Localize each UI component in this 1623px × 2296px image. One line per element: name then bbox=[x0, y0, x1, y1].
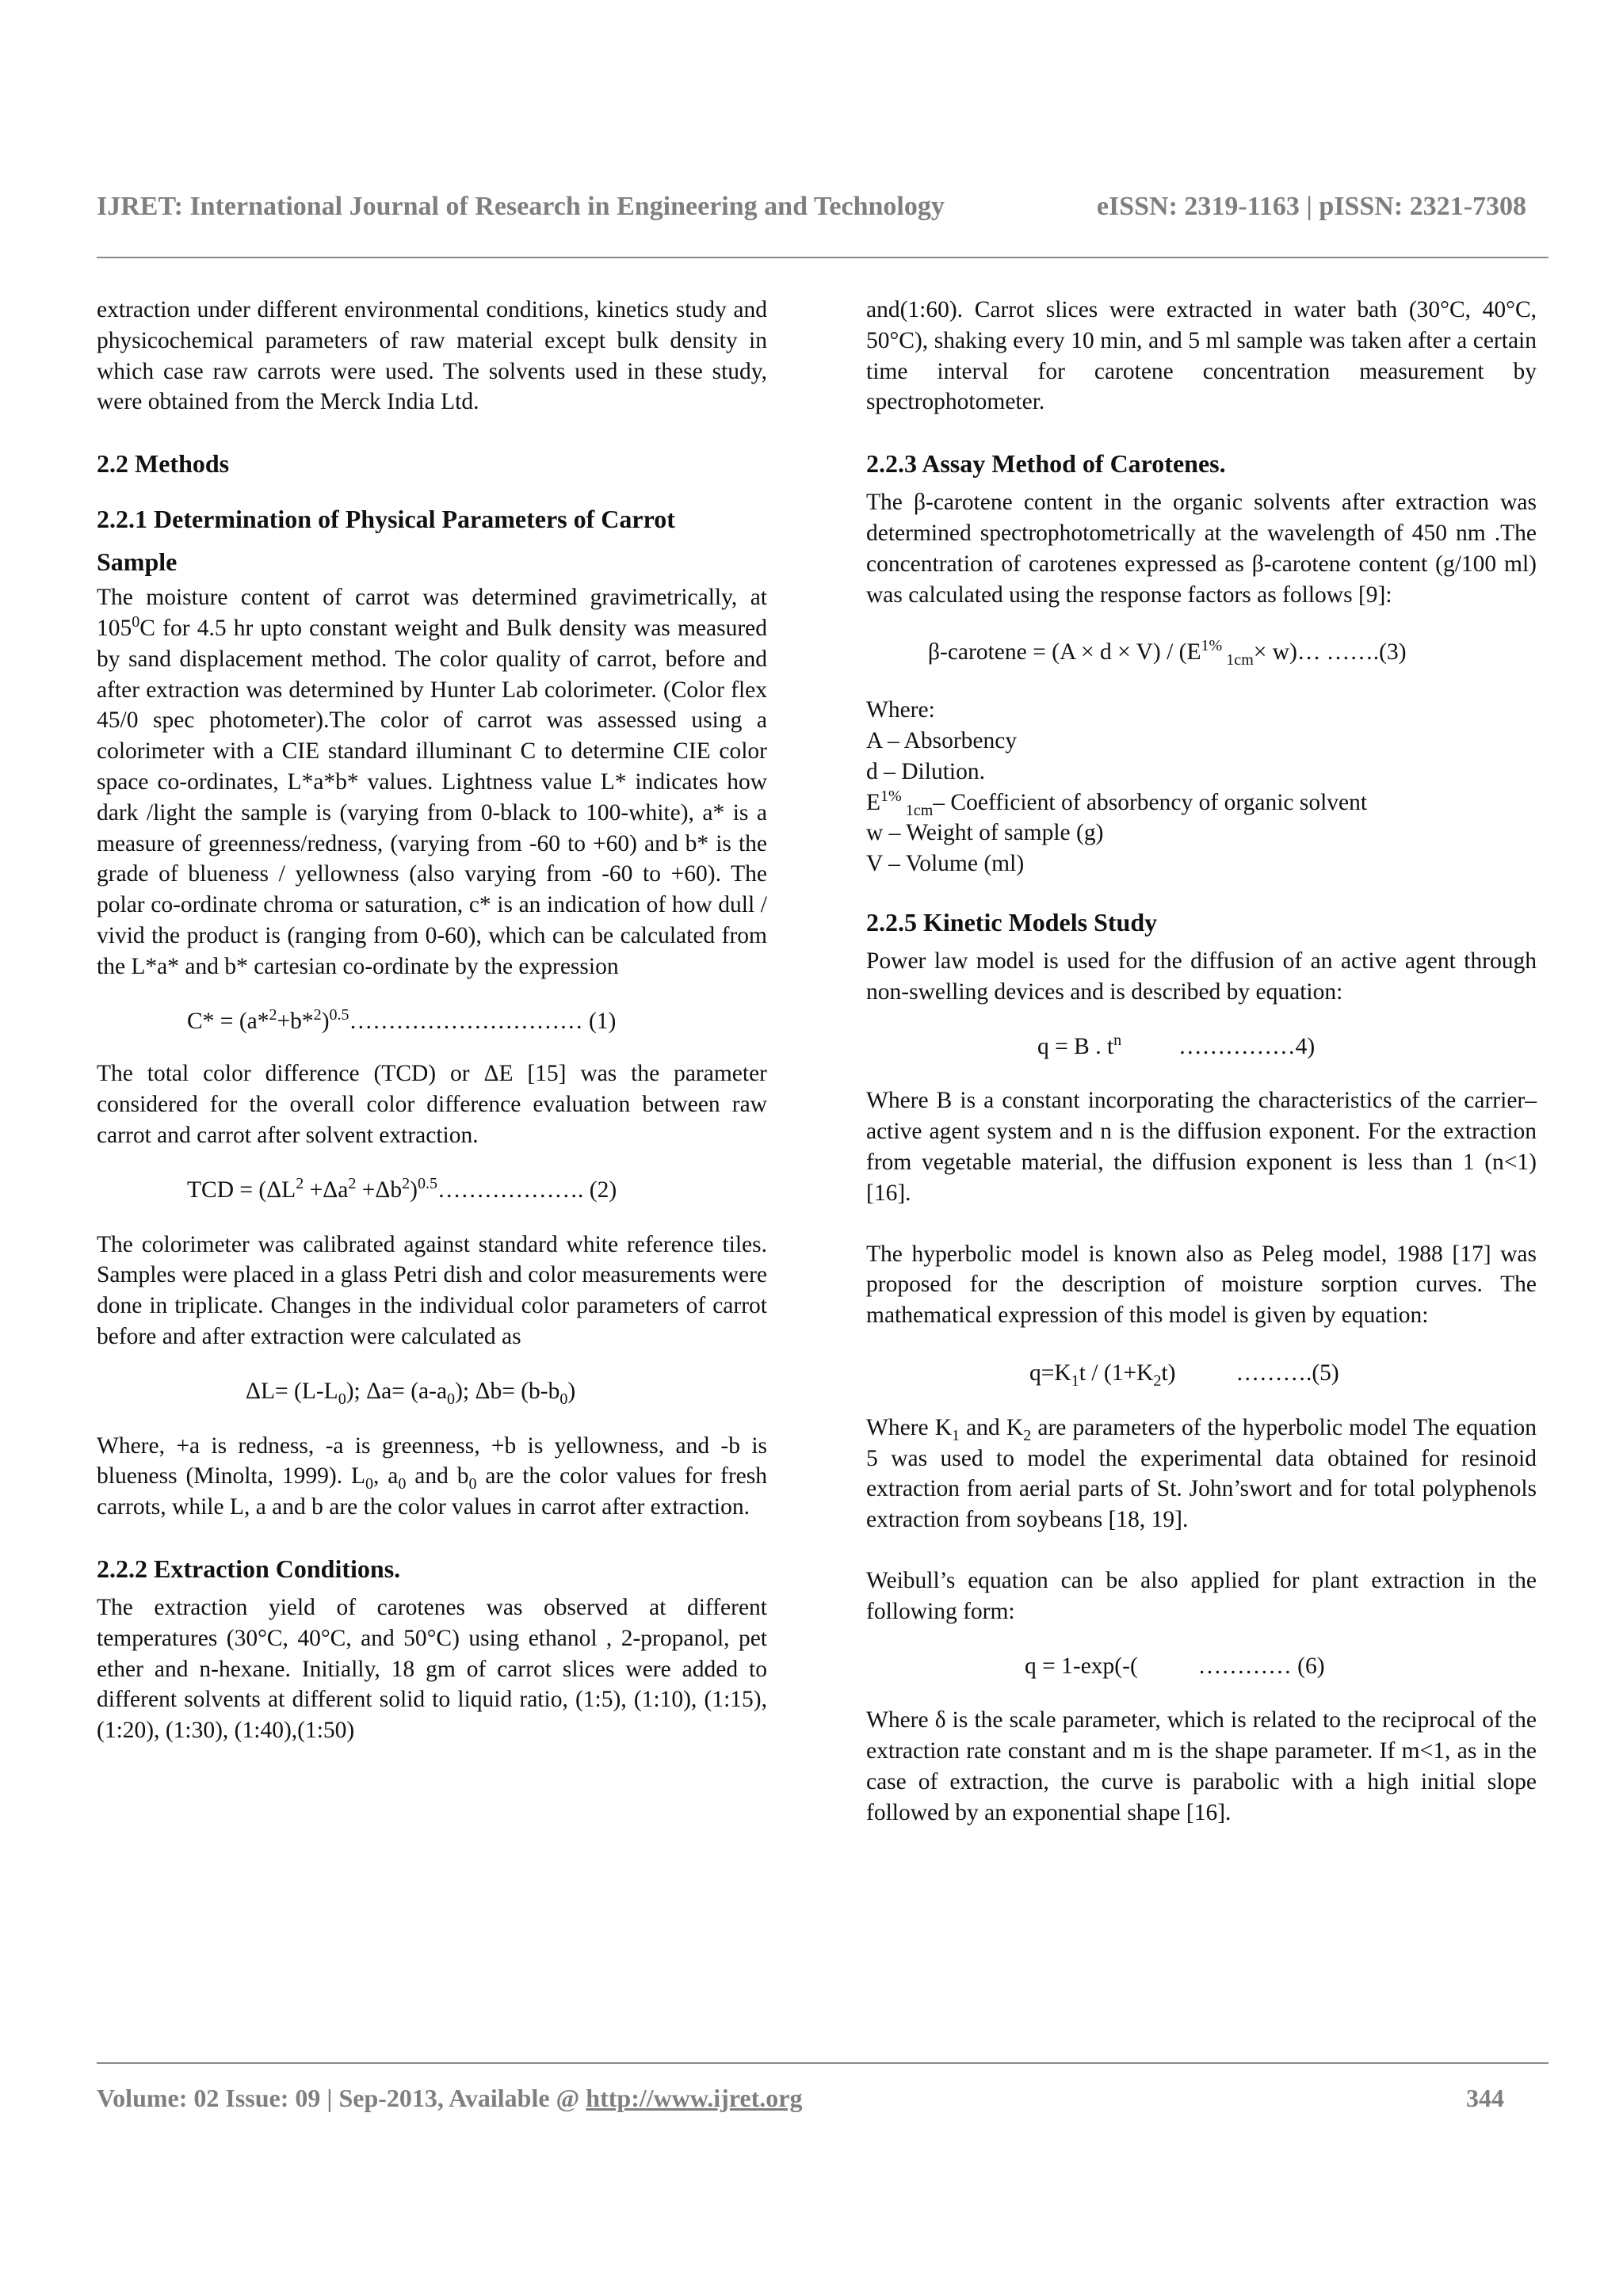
running-header bbox=[97, 192, 1526, 222]
page-number: 344 bbox=[1466, 2084, 1504, 2112]
tcd-paragraph: The total color difference (TCD) or ΔE [15] was the parameter considered for the overall color difference evaluation between raw carrot and carrot after solvent extraction. bbox=[97, 1061, 767, 1148]
delta-paragraph: Where δ is the scale parameter, which is related to the reciprocal of the extraction rate constant and m is the shape parameter. If m<1, as in the case of extraction, the curve is parabolic with a high initial slope followed by an exponential shape [16]. bbox=[866, 1707, 1537, 1825]
where-b-paragraph: Where B is a constant incorporating the characteristics of the carrier–active agent system and n is the diffusion exponent. For the extraction from vegetable material, the diffusion exponent is less than 1 (n<1) [16]. bbox=[866, 1088, 1537, 1206]
where-title: Where: bbox=[866, 697, 935, 723]
journal-url-link[interactable]: http://www.ijret.org bbox=[586, 2084, 803, 2112]
where-absorbency: A – Absorbency bbox=[866, 727, 1018, 753]
power-law-paragraph: Power law model is used for the diffusion of an active agent through non-swelling devices and is described by equation: bbox=[866, 948, 1537, 1005]
running-footer bbox=[97, 2084, 1504, 2113]
heading-221-line1: 2.2.1 Determination of Physical Parameters of Carrot bbox=[97, 505, 675, 534]
where-paragraph: Where, +a is redness, -a is greenness, +b is yellowness, and -b is blueness (Minolta, 1999). $L_0$, $a_0$ and $b_0$ are the color values for fresh carrots, while L, a and b are the color values in carrot after extraction. bbox=[97, 1432, 768, 1520]
calibration-paragraph: The colorimeter was calibrated against standard white reference tiles. Samples were placed in a glass Petri dish and color measurements were done in triplicate. Changes in the individual color parameters of carrot before and after extraction were calculated as bbox=[97, 1231, 767, 1349]
equation-1: $C* = (a*^2+b*^2)^{0.5}\dots\dots\dots\dots\dots\dots\dots\dots\dots\dots$ (1) bbox=[187, 1005, 617, 1034]
left-column bbox=[97, 295, 767, 1746]
where-volume: V – Volume (ml) bbox=[866, 851, 1025, 877]
where-coefficient: $E^{1\%}$ $_{1cm}$– Coefficient of absorbency of organic solvent bbox=[866, 787, 1368, 819]
equation-2: TCD = ($\Delta L^2 +\Delta a^2$ $+\Delta b^2)^{0.5}\dots\dots\dots\dots\dots\dots$. (2) bbox=[187, 1174, 617, 1203]
assay-paragraph: The β-carotene content in the organic solvents after extraction was determined spectrophotometrically at the wavelength of 450 nm .The concentration of carotenes expressed as β-carotene content (g/100 ml) was calculated using the response factors as follows [9]: bbox=[866, 490, 1537, 608]
continuation-paragraph: and(1:60). Carrot slices were extracted in water bath (30°C, 40°C, 50°C), shaking every 10 min, and 5 ml sample was taken after a certain time interval for carotene concentration measurement by spectrophotometer. bbox=[866, 297, 1537, 415]
equation-3: β-carotene = $(A \times d \times V) / (E^{1\%}$ $_{1cm}$× w)… …….(3) bbox=[928, 637, 1407, 669]
hyperbolic-paragraph: The hyperbolic model is known also as Peleg model, 1988 [17] was proposed for the description of moisture sorption curves. The mathematical expression of this model is given by equation: bbox=[866, 1241, 1537, 1329]
weibull-paragraph: Weibull’s equation can be also applied for plant extraction in the following form: bbox=[866, 1567, 1537, 1624]
where-weight: w – Weight of sample (g) bbox=[866, 820, 1104, 846]
extraction-paragraph: The extraction yield of carotenes was observed at different temperatures (30°C, 40°C, and 50°C) using ethanol , 2-propanol, pet ether and n-hexane. Initially, 18 gm of carrot slices were added to different solvents at different solid to liquid ratio, (1:5), (1:10), (1:15), (1:20), (1:30), (1:40),(1:50) bbox=[97, 1594, 767, 1744]
where-dilution: d – Dilution. bbox=[866, 758, 985, 784]
where-list bbox=[866, 695, 1537, 879]
volume-info: Volume: 02 Issue: 09 | Sep-2013, Available @ http://www.ijret.org bbox=[97, 2084, 803, 2112]
journal-title: IJRET: International Journal of Research in Engineering and Technology bbox=[97, 192, 945, 221]
where-k-paragraph: Where $K_1$ and $K_2$ are parameters of the hyperbolic model The equation 5 was used to model the experimental data obtained for resinoid extraction from aerial parts of St. John’swort and for total polyphenols extraction from soybeans [18, 19]. bbox=[866, 1414, 1537, 1533]
issn: eISSN: 2319-1163 | pISSN: 2321-7308 bbox=[1096, 192, 1526, 221]
equation-5: $q=K_1t / (1+K_2t)$ ……….(5) bbox=[1029, 1360, 1339, 1390]
footer-rule bbox=[97, 2062, 1549, 2064]
header-rule bbox=[97, 257, 1549, 258]
right-column bbox=[866, 295, 1537, 1828]
moisture-paragraph: The moisture content of carrot was determined gravimetrically, at $105^0C$ for 4.5 hr upto constant weight and Bulk density was measured by sand displacement method. The color quality of carrot, before and after extraction was determined by Hunter Lab colorimeter. (Color flex 45/0 spec photometer).The color of carrot was assessed using a colorimeter with a CIE standard illuminant C to determine CIE color space co-ordinates, L*a*b* values. Lightness value L* indicates how dark /light the sample is (varying from 0-black to 100-white), a* is a measure of greenness/redness, (varying from -60 to +60) and b* is the grade of blueness / yellowness (also varying from -60 to +60). The polar co-ordinate chroma or saturation, c* is an indication of how dull / vivid the product is (ranging from 0-60), which can be calculated from the L*a* and b* cartesian co-ordinate by the expression bbox=[97, 585, 767, 979]
equation-delta: $\Delta L= (L-L_0)$; $\Delta a= (a-a_0)$; $\Delta b= (b-b_0)$ bbox=[246, 1378, 576, 1408]
heading-methods: 2.2 Methods bbox=[97, 449, 230, 479]
equation-6: q = 1-exp(-( ………… (6) bbox=[1025, 1653, 1325, 1679]
heading-223: 2.2.3 Assay Method of Carotenes. bbox=[866, 449, 1226, 479]
heading-222: 2.2.2 Extraction Conditions. bbox=[97, 1554, 401, 1583]
heading-221-line2: Sample bbox=[97, 547, 178, 577]
equation-4: q = B . $t^n$ ……………4) bbox=[1037, 1031, 1316, 1059]
heading-225: 2.2.5 Kinetic Models Study bbox=[866, 907, 1158, 936]
intro-paragraph: extraction under different environmental conditions, kinetics study and physicochemical parameters of raw material except bulk density in which case raw carrots were used. The solvents used in these study, were obtained from the Merck India Ltd. bbox=[97, 297, 767, 415]
